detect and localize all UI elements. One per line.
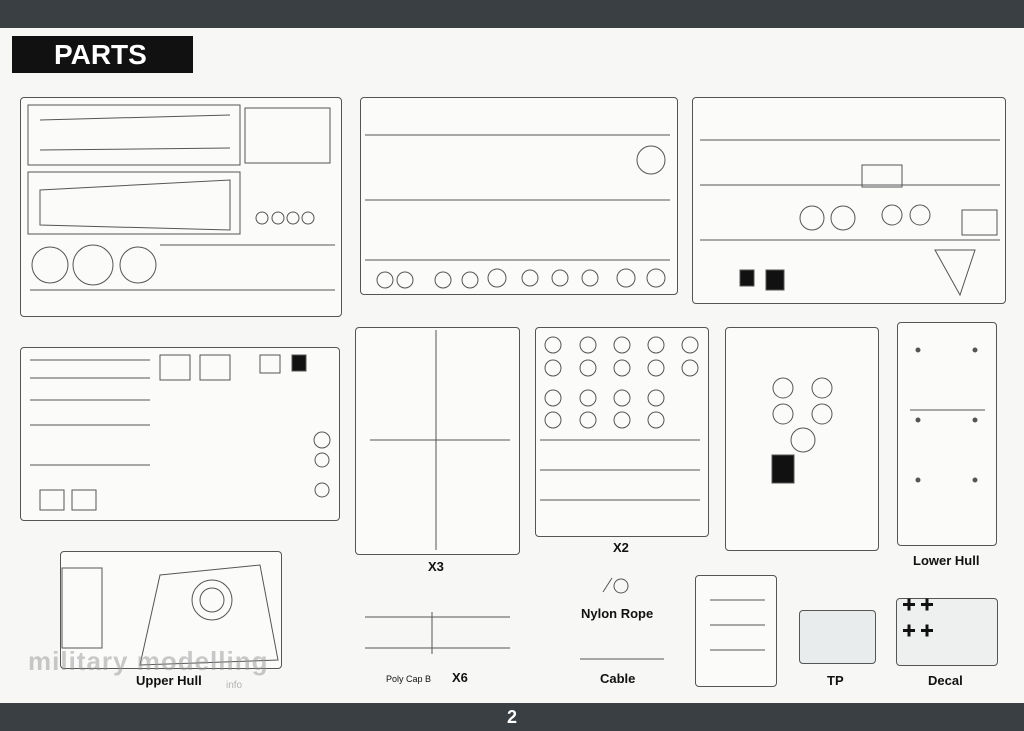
nylon-rope-label: Nylon Rope <box>581 606 654 621</box>
page-title: PARTS <box>12 36 193 73</box>
watermark-sub: info <box>226 680 243 691</box>
cable-label: Cable <box>600 671 636 686</box>
decal-label: Decal <box>928 673 963 688</box>
upper-hull-label: Upper Hull <box>136 673 202 688</box>
poly-cap-label: Poly Cap B <box>386 674 432 684</box>
page-number: 2 <box>506 707 517 727</box>
lower-hull-label: Lower Hull <box>913 553 980 568</box>
x3-label: X3 <box>428 559 444 574</box>
x2-label: X2 <box>613 540 629 555</box>
tp-label: TP <box>827 673 844 688</box>
watermark: military modelling <box>28 646 269 676</box>
x6-label: X6 <box>452 670 468 685</box>
